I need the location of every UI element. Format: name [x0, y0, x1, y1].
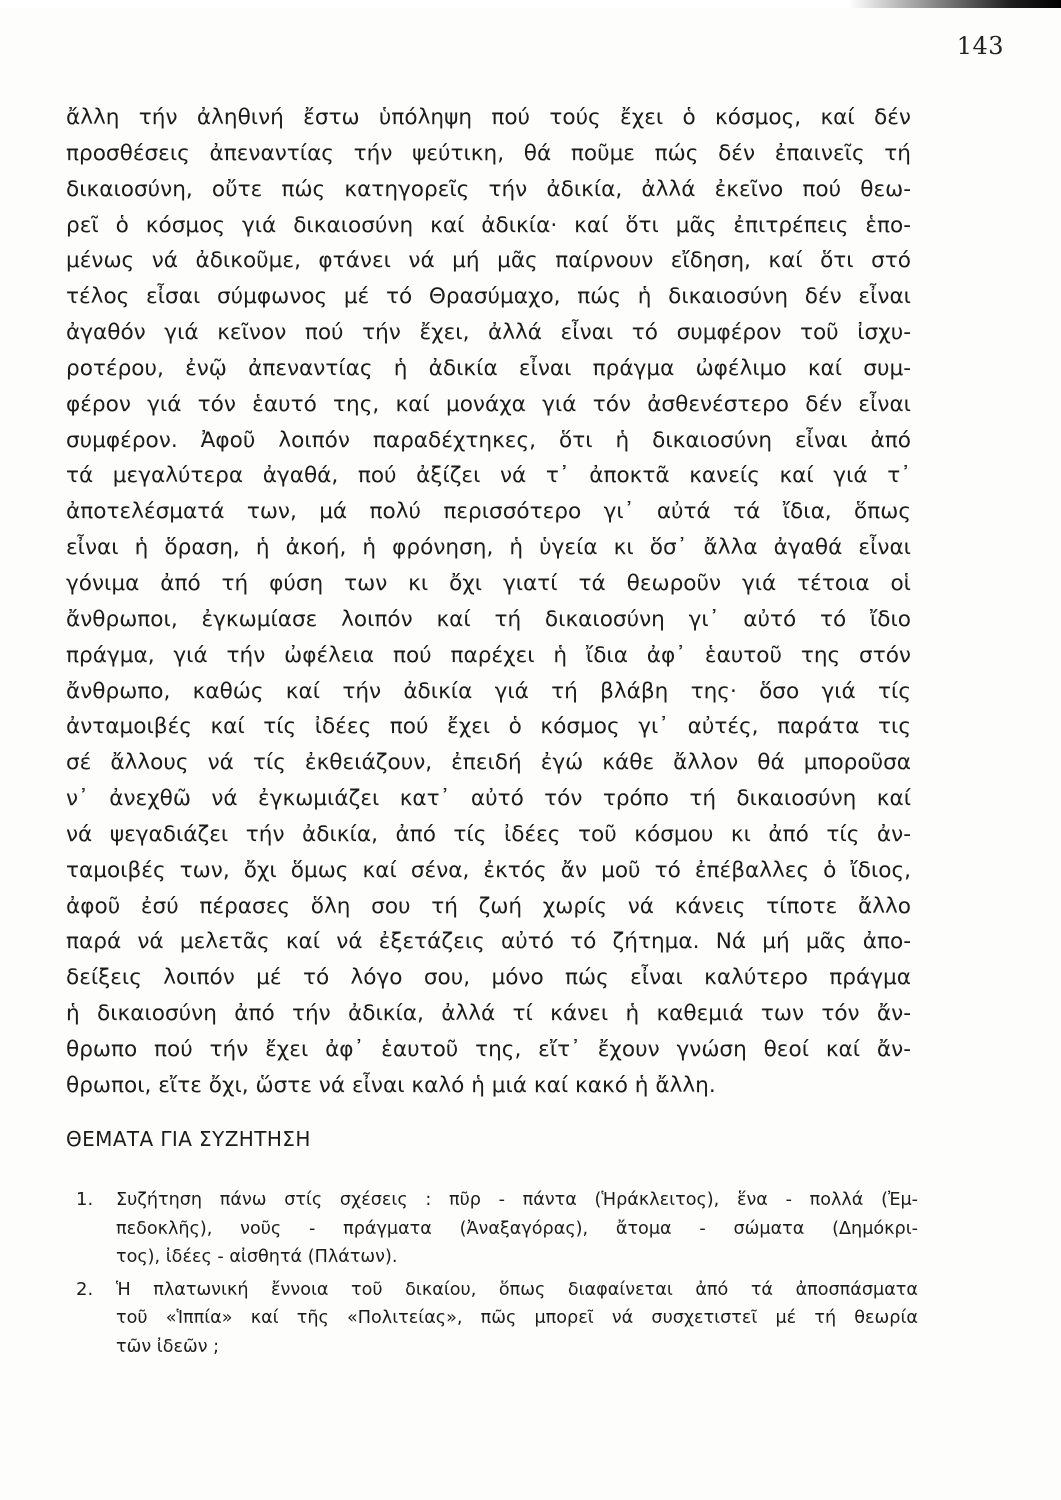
body-text [66, 100, 911, 1104]
topic-line: πεδοκλῆς), νοῦς - πράγματα (Ἀναξαγόρας), ἄτομα - σώματα (Δημόκρι- [116, 1218, 918, 1239]
text-line: εἶναι ἡ ὅραση, ἡ ἀκοή, ἡ φρόνηση, ἡ ὑγεία κι ὅσ᾽ ἄλλα ἀγαθά εἶναι [66, 535, 911, 561]
text-line: τά μεγαλύτερα ἀγαθά, πού ἀξίζει νά τ᾽ ἀποκτᾶ κανείς καί γιά τ᾽ [66, 463, 911, 489]
text-line: σέ ἄλλους νά τίς ἐκθειάζουν, ἐπειδή ἐγώ κάθε ἄλλον θά μποροῦσα [66, 750, 911, 776]
text-line: ρεῖ ὁ κόσμος γιά δικαιοσύνη καί ἀδικία· καί ὅτι μᾶς ἐπιτρέπεις ἑπο- [66, 212, 911, 238]
text-line: θρωποι, εἴτε ὄχι, ὥστε νά εἶναι καλό ἡ μιά καί κακό ἡ ἄλλη. [66, 1072, 716, 1098]
page-number: 143 [956, 32, 1004, 60]
topic-text [116, 1276, 918, 1362]
topic-number: 2. [76, 1278, 94, 1300]
discussion-heading: ΘΕΜΑΤΑ ΓΙΑ ΣΥΖΗΤΗΣΗ [66, 1127, 311, 1151]
topic-line: τος), ἰδέες - αἰσθητά (Πλάτων). [116, 1247, 398, 1267]
text-line: πράγμα, γιά τήν ὠφέλεια πού παρέχει ἡ ἴδια ἀφ᾽ ἑαυτοῦ της στόν [66, 642, 911, 668]
text-line: ν᾽ ἀνεχθῶ νά ἐγκωμιάζει κατ᾽ αὐτό τόν τρόπο τή δικαιοσύνη καί [66, 786, 911, 812]
text-line: μένως νά ἀδικοῦμε, φτάνει νά μή μᾶς παίρνουν εἴδηση, καί ὅτι στό [66, 248, 911, 274]
text-line: ἀποτελέσματά των, μά πολύ περισσότερο γι᾽ αὐτά τά ἴδια, ὅπως [66, 499, 911, 525]
text-line: συμφέρον. Ἀφοῦ λοιπόν παραδέχτηκες, ὅτι ἡ δικαιοσύνη εἶναι ἀπό [66, 427, 911, 453]
topic-text [116, 1186, 918, 1272]
text-line: δείξεις λοιπόν μέ τό λόγο σου, μόνο πώς εἶναι καλύτερο πράγμα [66, 965, 911, 991]
text-line: δικαιοσύνη, οὔτε πώς κατηγορεῖς τήν ἀδικία, ἀλλά ἐκεῖνο πού θεω- [66, 176, 911, 202]
text-line: ἄλλη τήν ἀληθινή ἔστω ὑπόληψη πού τούς ἔχει ὁ κόσμος, καί δέν [66, 105, 911, 130]
topic-line: τῶν ἰδεῶν ; [116, 1336, 220, 1357]
topic-number: 1. [76, 1189, 94, 1210]
scan-edge [0, 0, 1061, 8]
text-line: τέλος εἶσαι σύμφωνος μέ τό Θρασύμαχο, πώς ἡ δικαιοσύνη δέν εἶναι [66, 284, 911, 310]
text-line: παρά νά μελετᾶς καί νά ἐξετάζεις αὐτό τό ζήτημα. Νά μή μᾶς ἀπο- [66, 929, 911, 955]
topic-line: τοῦ «Ἱππία» καί τῆς «Πολιτείας», πῶς μπορεῖ νά συσχετιστεῖ μέ τή θεωρία [116, 1308, 918, 1328]
text-line: ἀφοῦ ἐσύ πέρασες ὅλη σου τή ζωή χωρίς νά κάνεις τίποτε ἄλλο [66, 893, 911, 919]
text-line: ἄνθρωποι, ἐγκωμίασε λοιπόν καί τή δικαιοσύνη γι᾽ αὐτό τό ἴδιο [66, 606, 911, 632]
topic-line: Συζήτηση πάνω στίς σχέσεις : πῦρ - πάντα (Ἡράκλειτος), ἕνα - πολλά (Ἐμ- [116, 1190, 918, 1210]
text-line: γόνιμα ἀπό τή φύση των κι ὄχι γιατί τά θεωροῦν γιά τέτοια οἱ [66, 570, 911, 596]
text-line: ἄνθρωπο, καθώς καί τήν ἀδικία γιά τή βλάβη της· ὅσο γιά τίς [66, 678, 911, 704]
discussion-topics [66, 1186, 918, 1365]
text-line: νά ψεγαδιάζει τήν ἀδικία, ἀπό τίς ἰδέες τοῦ κόσμου κι ἀπό τίς ἀν- [66, 821, 911, 847]
text-line: ταμοιβές των, ὄχι ὅμως καί σένα, ἐκτός ἄν μοῦ τό ἐπέβαλλες ὁ ἴδιος, [66, 857, 911, 883]
text-line: φέρον γιά τόν ἑαυτό της, καί μονάχα γιά τόν ἀσθενέστερο δέν εἶναι [66, 391, 911, 417]
topic-item [66, 1186, 918, 1272]
text-line: ἀνταμοιβές καί τίς ἰδέες πού ἔχει ὁ κόσμος γι᾽ αὐτές, παράτα τις [66, 714, 911, 740]
topic-item [66, 1276, 918, 1362]
topic-line: Ἡ πλατωνική ἔννοια τοῦ δικαίου, ὅπως διαφαίνεται ἀπό τά ἀποσπάσματα [116, 1279, 918, 1300]
text-line: ἀγαθόν γιά κεῖνον πού τήν ἔχει, ἀλλά εἶναι τό συμφέρον τοῦ ἰσχυ- [66, 320, 911, 346]
text-line: προσθέσεις ἀπεναντίας τήν ψεύτικη, θά ποῦμε πώς δέν ἐπαινεῖς τή [66, 140, 911, 166]
text-line: ἡ δικαιοσύνη ἀπό τήν ἀδικία, ἀλλά τί κάνει ἡ καθεμιά των τόν ἄν- [66, 1001, 911, 1027]
text-line: ροτέρου, ἐνῷ ἀπεναντίας ἡ ἀδικία εἶναι πράγμα ὠφέλιμο καί συμ- [66, 355, 911, 381]
text-line: θρωπο πού τήν ἔχει ἀφ᾽ ἑαυτοῦ της, εἴτ᾽ ἔχουν γνώση θεοί καί ἄν- [66, 1036, 911, 1062]
